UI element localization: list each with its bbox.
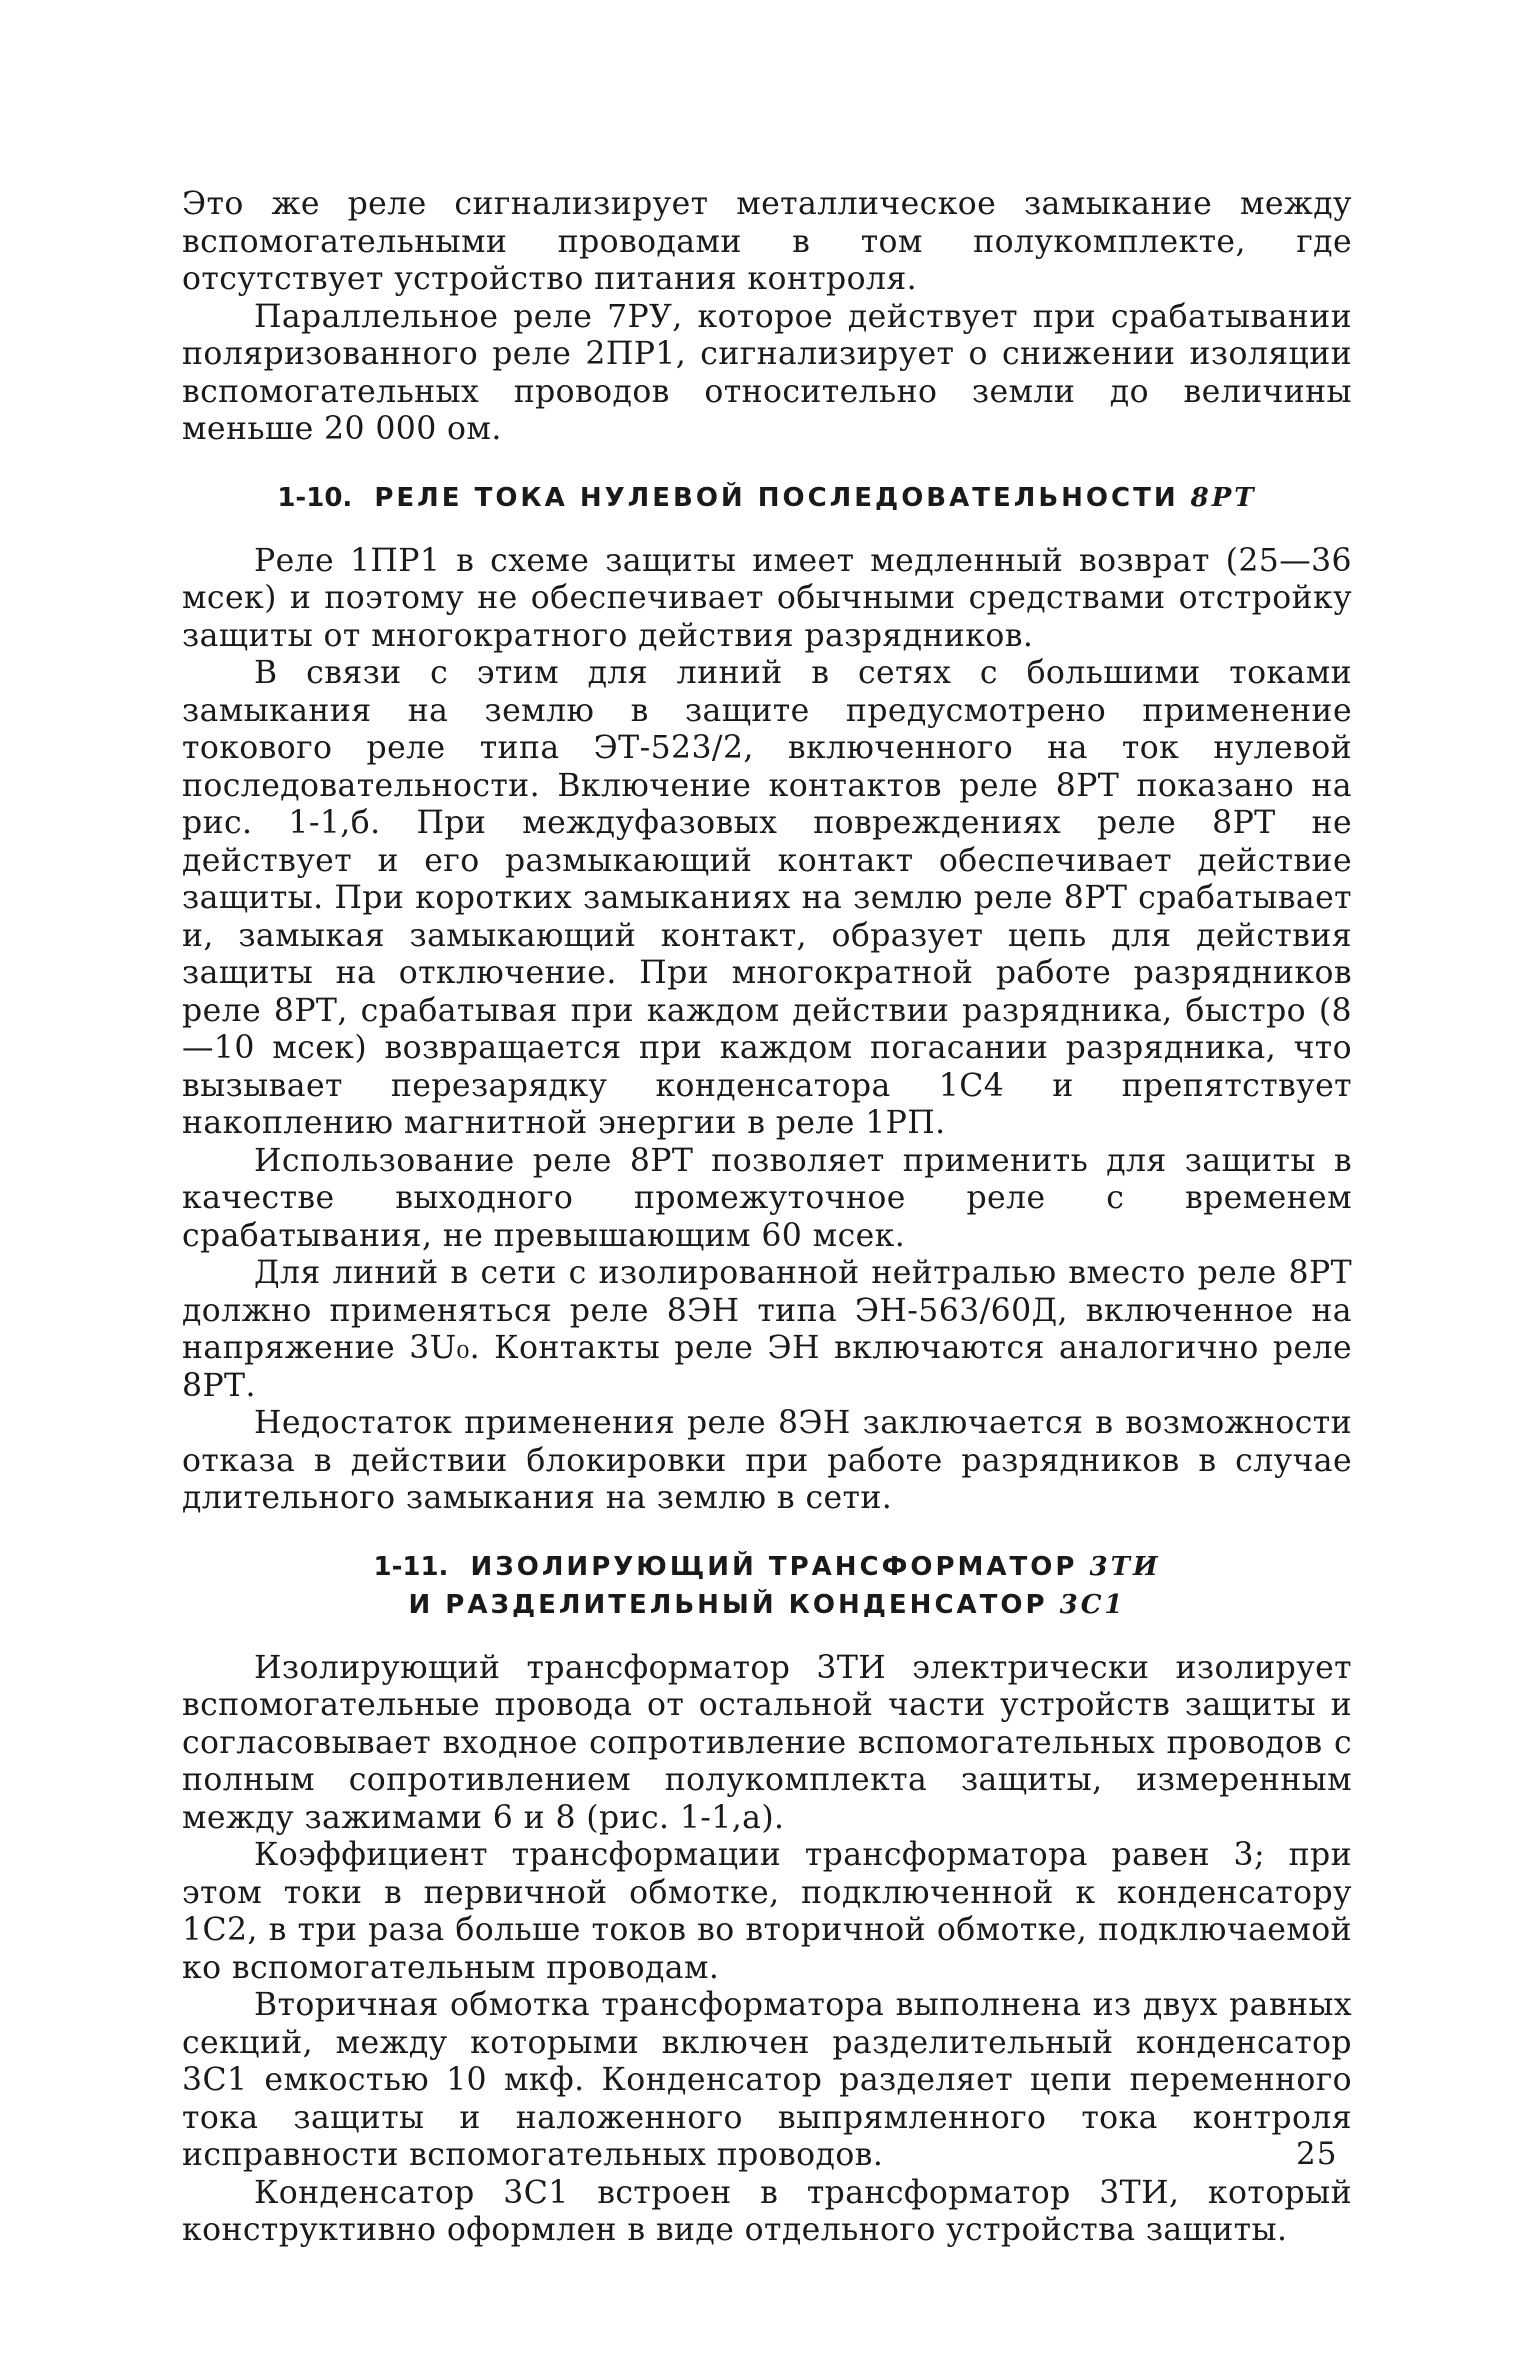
section-title-line2-designation: 3С1 [1059,1589,1126,1620]
section-title-line1-designation: 3ТИ [1089,1551,1161,1582]
page-number: 25 [1296,2136,1338,2172]
paragraph: В связи с этим для линий в сетях с большими токами замыкания на землю в защите предусмотрено применение токового реле типа ЭТ-523/2, включенного на ток нулевой последовательности. Включение контактов реле 8РТ показано на рис. 1-1,б. При междуфазовых повреждениях реле 8РТ не действует и его размыкающий контакт обеспечивает действие защиты. При коротких замыканиях на землю реле 8РТ срабатывает и, замыкая замыкающий контакт, образует цепь для действия защиты на отключение. При многократной работе разрядников реле 8РТ, срабатывая при каждом действии разрядника, быстро (8—10 мсек) возвращается при каждом погасании разрядника, что вызывает перезарядку конденсатора 1С4 и препятствует накоплению магнитной энергии в реле 1РП. [182,655,1352,1141]
section-title: РЕЛЕ ТОКА НУЛЕВОЙ ПОСЛЕДОВАТЕЛЬНОСТИ [374,482,1179,513]
section-title-line2: И РАЗДЕЛИТЕЛЬНЫЙ КОНДЕНСАТОР [408,1589,1048,1620]
paragraph: Недостаток применения реле 8ЭН заключается в возможности отказа в действии блокировки при работе разрядников в случае длительного замыкания на землю в сети. [182,1405,1352,1516]
paragraph: Изолирующий трансформатор 3ТИ электрически изолирует вспомогательные провода от остальной части устройств защиты и согласовывает входное сопротивление вспомогательных проводов с полным сопротивлением полукомплекта защиты, измеренным между зажимами 6 и 8 (рис. 1-1,а). [182,1649,1352,1836]
section-title-line1: ИЗОЛИРУЮЩИЙ ТРАНСФОРМАТОР [470,1551,1078,1582]
paragraph: Вторичная обмотка трансформатора выполнена из двух равных секций, между которыми включен разделительный конденсатор 3С1 емкостью 10 мкф. Конденсатор разделяет цепи переменного тока защиты и наложенного выпрямленного тока контроля исправности вспомогательных проводов. [182,1987,1352,2173]
paragraph: Это же реле сигнализирует металлическое замыкание между вспомогательными проводами в том полукомплекте, где отсутствует устройство питания контроля. [182,186,1352,297]
section-number: 1-11. [373,1551,449,1582]
paragraph: Коэффициент трансформации трансформатора равен 3; при этом токи в первичной обмотке, подключенной к конденсатору 1С2, в три раза больше токов во вторичной обмотке, подключаемой ко вспомогательным проводам. [182,1837,1352,1986]
paragraph: Параллельное реле 7РУ, которое действует при срабатывании поляризованного реле 2ПР1, сигнализирует о снижении изоляции вспомогательных проводов относительно земли до величины меньше 20 000 ом. [182,298,1352,447]
section-heading-1-10 [182,479,1352,517]
section-title-designation: 8РТ [1190,482,1257,513]
paragraph: Использование реле 8РТ позволяет применить для защиты в качестве выходного промежуточное реле с временем срабатывания, не превышающим 60 мсек. [182,1142,1352,1254]
section-number: 1-10. [277,482,353,513]
paragraph: Реле 1ПР1 в схеме защиты имеет медленный возврат (25—36 мсек) и поэтому не обеспечивает обычными средствами отстройку защиты от многократного действия разрядников. [182,542,1352,654]
paragraph: Конденсатор 3С1 встроен в трансформатор 3ТИ, который конструктивно оформлен в виде отдельного устройства защиты. [182,2174,1352,2248]
section-heading-1-11 [182,1548,1352,1624]
page-body [182,186,1352,2250]
paragraph: Для линий в сети с изолированной нейтралью вместо реле 8РТ должно применяться реле 8ЭН типа ЭН-563/60Д, включенное на напряжение 3U₀. Контакты реле ЭН включаются аналогично реле 8РТ. [182,1255,1352,1404]
